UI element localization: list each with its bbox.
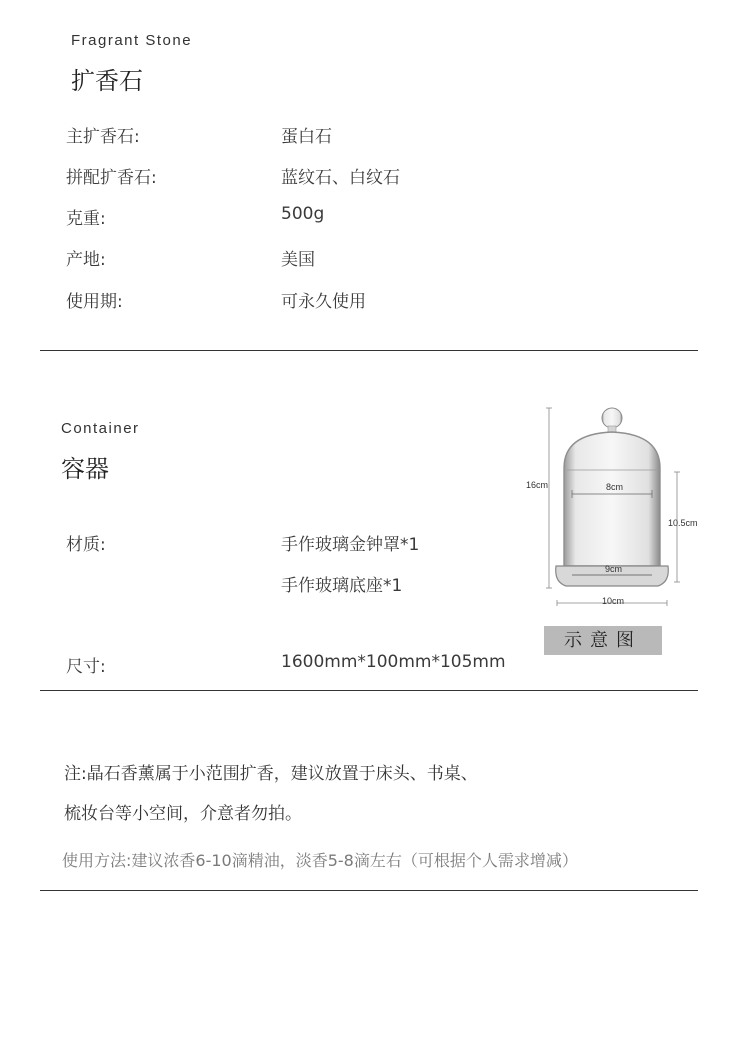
spec-value-material-1: 手作玻璃金钟罩*1	[281, 535, 420, 555]
dome-body	[564, 432, 660, 566]
diagram-caption-badge: 示意图	[544, 626, 662, 655]
spec-label-weight: 克重:	[66, 209, 106, 229]
divider-2	[40, 690, 698, 691]
body-height-label: 10.5cm	[668, 518, 698, 528]
spec-value-blend-stone: 蓝纹石、白纹石	[281, 168, 400, 188]
section-title-en-container: Container	[61, 420, 140, 437]
section-title-en-stone: Fragrant Stone	[71, 32, 193, 49]
glass-dome-diagram	[520, 398, 710, 616]
spec-value-size: 1600mm*100mm*105mm	[281, 652, 506, 672]
spec-label-origin: 产地:	[66, 250, 106, 270]
note-line-2: 梳妆台等小空间，介意者勿拍。	[64, 804, 302, 824]
height-label: 16cm	[526, 480, 549, 490]
base-width-label: 10cm	[602, 596, 625, 606]
section-title-cn-container: 容器	[61, 455, 109, 483]
spec-value-origin: 美国	[281, 250, 315, 270]
spec-value-lifespan: 可永久使用	[281, 292, 366, 312]
spec-value-material-2: 手作玻璃底座*1	[281, 576, 403, 596]
spec-label-main-stone: 主扩香石:	[66, 127, 140, 147]
base-inner-label: 9cm	[605, 564, 623, 574]
usage-instructions: 使用方法:建议浓香6-10滴精油，淡香5-8滴左右（可根据个人需求增减）	[62, 851, 578, 870]
divider-3	[40, 890, 698, 891]
spec-value-main-stone: 蛋白石	[281, 127, 332, 147]
spec-label-blend-stone: 拼配扩香石:	[66, 168, 157, 188]
note-line-1: 注:晶石香薰属于小范围扩香，建议放置于床头、书桌、	[64, 764, 478, 784]
divider-1	[40, 350, 698, 351]
spec-label-material: 材质:	[66, 535, 106, 555]
spec-label-lifespan: 使用期:	[66, 292, 123, 312]
section-title-cn-stone: 扩香石	[71, 67, 143, 95]
inner-width-label: 8cm	[606, 482, 624, 492]
spec-value-weight: 500g	[281, 204, 325, 224]
dome-knob	[602, 408, 622, 428]
spec-label-size: 尺寸:	[66, 657, 106, 677]
